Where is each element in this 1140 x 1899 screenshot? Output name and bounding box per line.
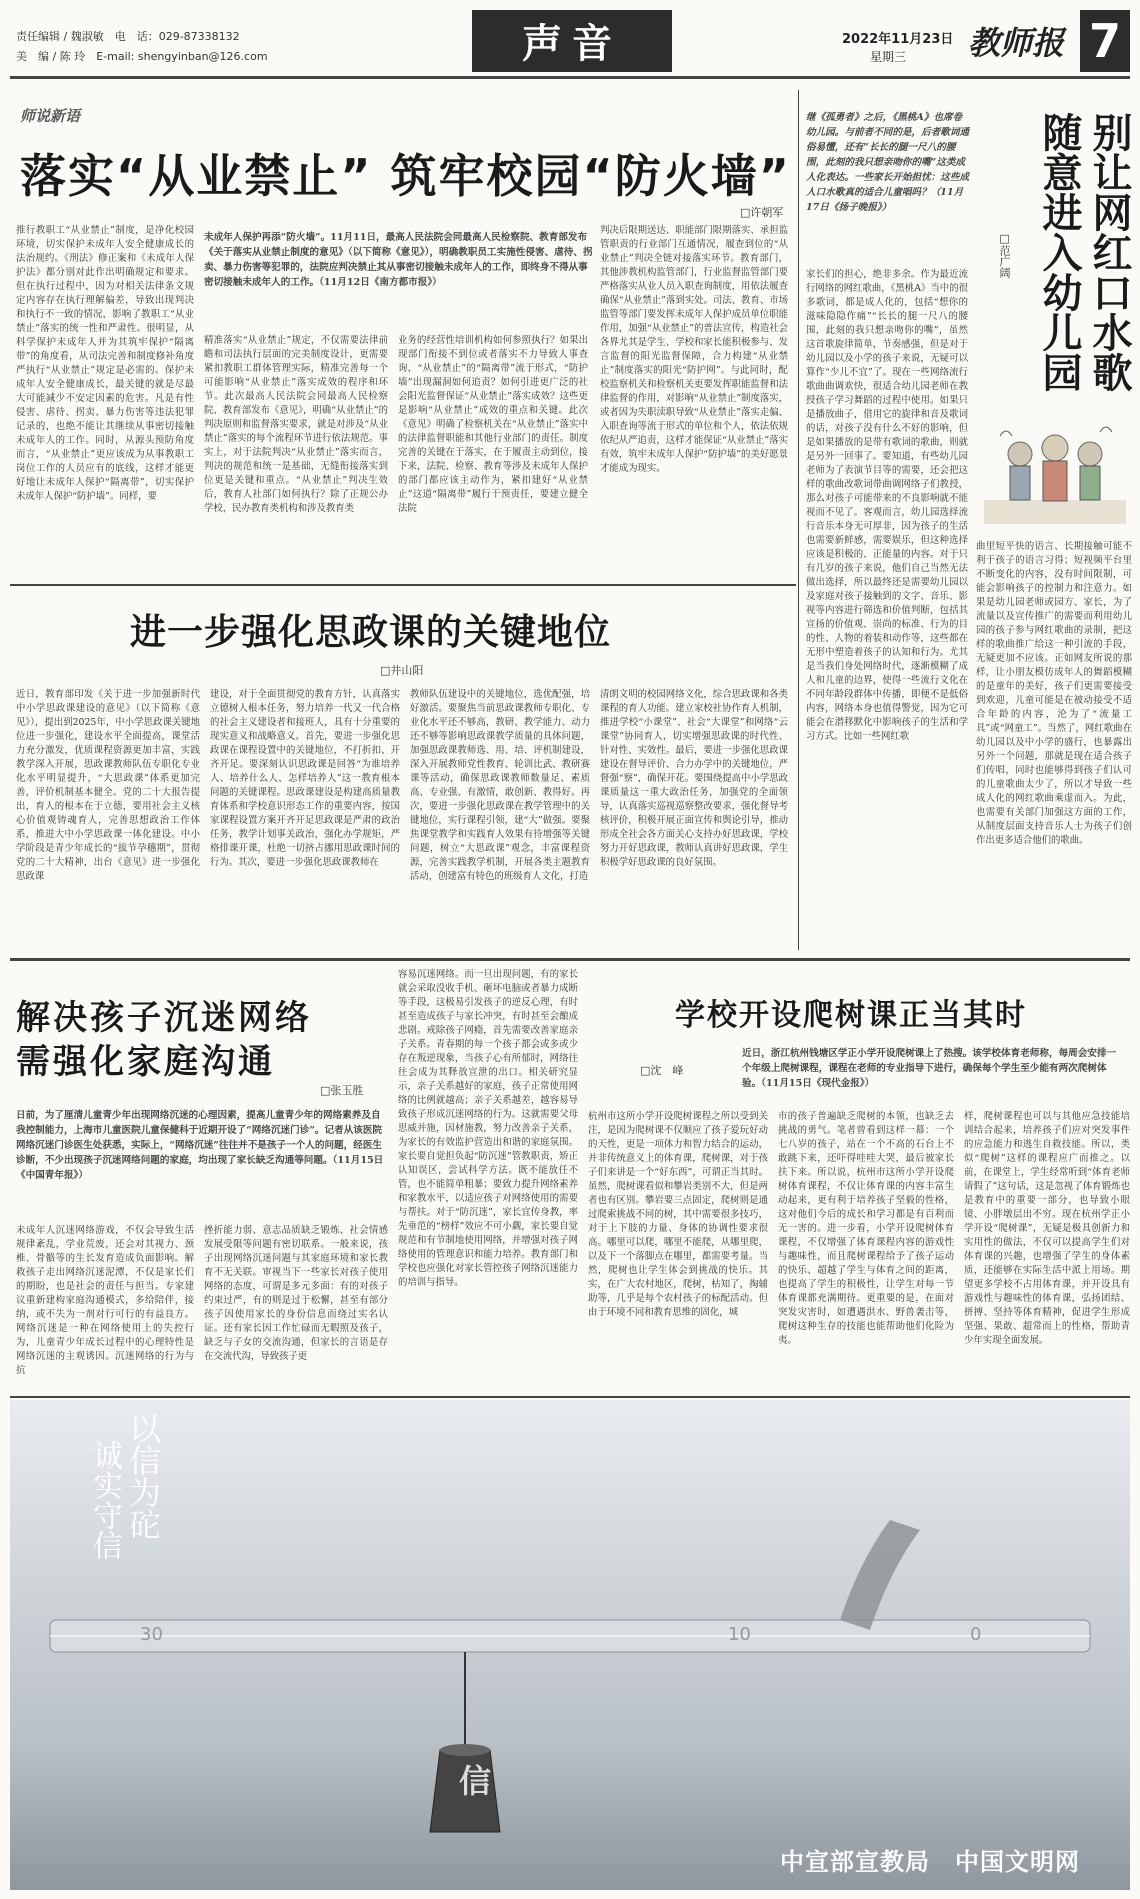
page-number: 7 (1088, 14, 1121, 68)
side-title: 别让网红口水歌随意进入幼儿园 (1036, 112, 1132, 392)
side-intro: 继《孤勇者》之后，《黑桃A》也席卷幼儿园。与前者不同的是，后者歌词通俗易懂，还有“长长的腿一尺八的腰围，此刻的我只想亲吻你的嘴”这类成人化表达。一些家长开始担忧：这些成人口水歌真的适合儿童唱吗？（11月17日《扬子晚报》） (806, 112, 970, 213)
a3-col-3: 容易沉迷网络。而一旦出现问题，有的家长就会采取没收手机、砸坏电脑或者暴力成断等手段，这极易引发孩子的逆反心理，有时甚至造成孩子与家长冲突，有时甚至会酿成悲剧。戒除孩子网瘾，首先需要改善家庭亲子关系。青春期的每一个孩子都会或多或少存在叛逆现象，当孩子心有所郁时，网络往往会成为其释放宣泄的出口。相关研究显示，亲子关系越好的家庭，孩子正常使用网络的比例就越高；亲子关系越差，越容易导致孩子形成沉迷网络的行为。这就需要父母思威并施，因材施教，努力改善亲子关系，为家长的有效监护营造出和谐的家庭氛围。家长要自觉担负起“防沉迷”管教职责，矫正认知误区，尝试科学方法。既不能放任不管，也不能简单粗暴；要致力提升网络素养和家教水平，以适应孩子对网络使用的需要与帮扶。对于“防沉迷”，家长宜传身教，率先垂范的“榜样”效应不可小觑，家长要自觉规范和有节制地使用网络，并增强对孩子网络使用的管理意识和能力培养。教育部门和学校也应强化对家长管控孩子网络沉迷能力的培训与指导。 (398, 969, 578, 1288)
ruler-mark-0: 0 (970, 1624, 982, 1645)
a4-col-1: 杭州市这所小学开设爬树课程之所以受到关注，是因为爬树课不仅顺应了孩子爱玩好动的天性，更是一项体力和智力结合的运动，并非传统意义上的体育课，爬树课，对于孩子们来讲是一个“好东西”，可谓正当其时。虽然，爬树课看似和攀岩类别不大，但是两者也有区别。攀岩要三点固定，爬树则是通过爬索挑战不同的树，其中需要很多技巧，对于上下肢的力量、身体的协调性要求很高。哪里可以爬，哪里不能爬，从哪里爬，以及下一个落脚点在哪里，都需要考量。当然，爬树也让学生体会到挑战的快乐。其实，在广大农村地区，爬树，枯知了，掏辅助等，几乎是每个农村孩子的标配活动。但由于环境不同和教育思维的固化，城 (588, 1111, 768, 1318)
a2-col-3: 教师队伍建设中的关键地位，选优配强，培好激活。要聚焦当前思政课教师专职化、专业化水平还不够高，教研、教学能力、动力还不够等影响思政课教学质量的具体问题，加强思政课教师选、用、培、评机制建设，深入开展教师党性教育、轮训比武、教研赛课等活动，确保思政课教师数量足、素质高、专业强、有激情，敢创新、教得好。再次，要进一步强化思政课在教学管理中的关键地位，实行课程引领，建“大”做强。要聚焦课堂教学和实践育人效果有待增强等关键问题，树立“大思政课”观念，丰富课程资源，完善实践教学机制，开展各类主题教育活动，创建富有特色的班级育人文化，打造 (410, 689, 590, 882)
ad-footer: 中宣部宣教局 中国文明网 (780, 1848, 1080, 1876)
ad-top-rule (10, 1396, 1130, 1398)
a4-col-2: 市的孩子普遍缺乏爬树的本领，也缺乏去挑战的勇气。笔者曾看到这样一幕：一个七八岁的孩子，站在一个不高的石台上不敢跳下来，还吓得哇哇大哭，最后被家长扶下来。所以说，杭州市这所小学开设爬树体育课程，不仅让体育课的内容丰富生动起来，更有利于培养孩子坚毅的性格，这对他们今后的成长和学习都是有百利而无一害的。进一步看，小学开设爬树体育课程，不仅增强了体育课程内容的游戏性与趣味性，而且爬树课程给予了孩子运动的快乐、超越了学生与体育之间的距离，也提高了学生的积极性，让学生对每一节体育课都充满期待。更重要的是，在面对突发灾害时，如遭遇洪水、野兽袭击等，爬树这种生存的技能也能帮助他们化险为夷。 (778, 1111, 954, 1346)
a3-author: □张玉胜 (320, 1084, 364, 1097)
a2-col-4: 清朗文明的校园网络文化，综合思政课和各类课程的育人功能。建立家校社协作育人机制，推进学校“小课堂”、社会“大课堂”和网络“云课堂”协同育人，切实增强思政课的时代性、针对性、实效性。最后，要进一步强化思政课建设在督导评价、合力办学中的关键地位，严督强“察”，确保开花。要围绕提高中小学思政课质量这一重大政治任务，加强党的全面领导，认真落实巡视巡察整改要求，强化督导考核评价，积极开展正面宣传和舆论引导，推动形成全社会各方面关心支持办好思政课，学校努力开好思政课，教师认真讲好思政课，学生积极学好思政课的良好氛围。 (600, 689, 788, 868)
header-art-line: 美 编 / 陈 玲 E-mail: shengyinban@126.com (16, 50, 268, 63)
paper-name: 教师报 (968, 24, 1065, 62)
middle-rule (10, 958, 1130, 961)
a2-author: □井山阳 (380, 664, 424, 677)
a1-bottom-rule (10, 584, 796, 586)
a4-col-3: 样，爬树课程也可以与其他应急技能培训结合起来，培养孩子们应对突发事件的应急能力和逃生自救技能。所以，类似“爬树”这样的课程应广而推之。以前，在课堂上，学生经常听到“体育老师请假了”这句话，这是忽视了体育锻炼也是教育中的重要一部分，也导致小眼镜、小胖墩层出不穷。现在杭州学正小学开设“爬树课”，无疑是极具创新力和实用性的做法，不仅可以提高学生们对体育课的兴趣，也增强了学生的身体素质，还能够在实际生活中派上用场。期望更多学校不占用体育课，并开设具有游戏性与趣味性的体育课，弘扬团结、拼搏、坚持等体育精神，促进学生形成坚强、果敢、超常而上的性格，帮助青少年实现全面发展。 (964, 1111, 1130, 1346)
ad-illustration (10, 1400, 1130, 1890)
a3-title-line-1: 解决孩子沉迷网络 (16, 998, 312, 1038)
a1-col-2: 精准落实“从业禁止”规定，不仅需要法律前瞻和司法执行层面的完美制度设计，更需要紧扣教职工群体管理实际，精准完善每一个可能影响“从业禁止”落实成效的程序和环节。此次最高人民法院会同最高人民检察院、教育部发布《意见》，明确“从业禁止”的判决原则和监督落实要求，就是对涉及“从业禁止”落实的每个流程环节进行依法规范。事实上，对于法院判决“从业禁止”落实而言，判决的规范和统一是基础，无缝衔接落实到位更是关键和重点。“从业禁止”判决生效后，教育人社部门如何执行？除了正规公办学校，民办教育类机构和涉及教育类 (204, 335, 388, 514)
side-col-2: 曲里短平快的语言、长期接触可能不利于孩子的语言习得；短视频平台里不断变化的内容，没有时间限制，可能会影响孩子的控制力和注意力。如果是幼儿园老师或园方、家长，为了流量以及宣传推广的需要而利用幼儿园的孩子参与网红歌曲的录制，把这样的歌曲推广给这一种引流的手段，无疑更加不应该。正如网友所说的那样，让小朋友模仿成年人的舞蹈模糊的是童年的美好，孩子们更需要接受到欢迎，儿童可能是在被动接受不适合年龄的内容，沦为了“流量工具”或“网童工”。当然了，网红歌曲在幼儿园以及中小学的盛行，也暴露出另外一个问题，那就是现在适合孩子们传唱，同时也能够得到孩子们认可的儿童歌曲太少了，所以才导致一些成人化的网红歌曲乘虚而入。为此，也需要有关部门加强这方面的工作，从制度层面支持音乐人士为孩子们创作出更多适合他们的歌曲。 (976, 541, 1132, 846)
ad-slogan-2: 诚实守信 (87, 1440, 122, 1560)
a1-title: 落实“从业禁止” 筑牢校园“防火墙” (20, 149, 791, 203)
a1-intro: 未成年人保护再添“防火墙”。11月11日，最高人民法院会同最高人民检察院、教育部发布《关于落实从业禁止制度的意见》（以下简称《意见》），明确教职员工实施性侵害、虐待、拐卖、暴力伤害等犯罪的，法院应判决禁止其从事密切接触未成年人的工作，即终身不得从事密切接触未成年人的工作。（11月12日《南方都市报》） (204, 232, 593, 288)
a3-col-2: 挫折能力弱、意志品质缺乏锻炼、社会情感发展受限等问题有密切联系。一般来说，孩子出现网络沉迷问题与其家庭环境和家长教育不无关联。审视当下一些家长对孩子使用网络的态度，可谓是多元多面：有的对孩子约束过严，有的则是过于松懈，甚至有部分孩子因使用家长的身份信息而绕过实名认证。还有家长因工作忙碌而无暇照及孩子，缺乏与子女的交流沟通，但家长的言语是存在交流代沟，导致孩子更 (204, 1225, 388, 1362)
a3-col-1: 未成年人沉迷网络游戏，不仅会导致生活规律紊乱，学业荒废，还会对其视力、颈椎、骨骼等的生长发育造成负面影响。解救孩子走出网络沉迷泥潭，不仅是家长们的期盼，也是社会的责任与担当。专家建议重新建构家庭沟通模式，多给陪伴，接纳，或不失为一剂对行可行的有益良方。网络沉迷是一种在网络使用上的失控行为，儿童青少年成长过程中的心理特性是网络沉迷的主观诱因。沉迷网络的行为与抗 (16, 1225, 194, 1376)
a2-title: 进一步强化思政课的关键地位 (130, 612, 612, 653)
header-date: 2022年11月23日 (842, 32, 954, 47)
a3-title-line-2: 需强化家庭沟通 (16, 1042, 275, 1082)
side-author: □范广阔 (998, 232, 1011, 278)
ad-slogan-1: 以信为砣 (124, 1412, 162, 1540)
side-col-1: 家长们的担心，绝非多余。作为最近流行网络的网红歌曲，《黑桃A》当中的很多歌词，都是成人化的，包括“想你的滋味隐隐作痛”“长长的腿一尺八的腰围，此刻的我只想亲吻你的嘴”，虽然这首歌旋律简单，节奏感强，但是对于幼儿园以及小学的孩子来说，无疑可以算作“少儿不宜”了。现在一些网络流行歌曲曲调欢快，很适合幼儿园老师在教授孩子学习舞蹈的过程中使用。如果只是播放曲子，借用它的旋律和音及歌词的话，对孩子没有什么不好的影响，但是如果播放的是带有歌词的歌曲，则就是另外一回事了。要知道，有些幼儿园老师为了表演节目等的需要，还会把这样的歌曲改歌词带曲调网络子们教授，那么对孩子可能带来的不良影响就不能视而不见了。客观而言，幼儿园选择流行音乐本身无可厚非，因为孩子的生活也需要新鲜感，需要娱乐，但这种选择应该是积极的、正能量的内容。对于只有几岁的孩子来说，他们自己当然无法做出选择，所以最终还是需要幼儿园以及家庭对孩子接触到的文字、音乐、影视等内容进行筛选和价值判断，包括其宣扬的价值观、崇尚的标准、行为的目的性、人物的着装和动作等，这些都在无形中塑造着孩子的认知和行为。尤其是当我们身处网络时代，逐渐模糊了成人和儿童的边界，使得一些流行文化在不同年龄段群体中传播，即便不是低俗内容，网络本身也值得警觉，因为它可能会在潜移默化中影响孩子的生活和学习方式。比如一些网红歌 (806, 269, 968, 742)
a4-title: 学校开设爬树课正当其时 (675, 998, 1027, 1033)
header-editor-line: 责任编辑 / 魏淑敏 电 话：029-87338132 (16, 30, 240, 43)
header-weekday: 星期三 (870, 50, 907, 64)
a1-col-3: 业务的经营性培训机构如何参照执行？如果出现部门衔接不到位或者落实不力导致人事查询，“从业禁止”的“隔离带”流于形式，“防护墙”出现漏洞如何追责？如何引进更广泛的社会阳光监督保证“从业禁止”落实成效？这些更是影响“从业禁止”成效的重点和关键。此次《意见》明确了检察机关在“从业禁止”落实中的法律监督职能和其他行业部门的责任。制度完善的关键在于落实，在于履责主动到位，接下来，法院、检察、教育等涉及未成年人保护的部门都应该主动作为，紧扣建好“从业禁止”这道“隔离带”履行干预责任，要建立健全法院 (398, 335, 588, 514)
side-divider (798, 90, 799, 950)
a1-col-1: 推行教职工“从业禁止”制度，是净化校园环境，切实保护未成年人安全健康成长的法治规约。《刑法》修正案和《未成年人保护法》都分别对此作出明确规定和要求。但在执行过程中，因为对相关法律条文规定内容存在执行理解偏差，导致出现判决和执行不一致的情况，影响了教职工“从业禁止”落实的统一性和严肃性。很明显，从科学保护未成年人并为其筑牢保护“隔离带”的角度看，从司法完善和制度修补角度严执行“从业禁止”规定是必需的。保护未成年人安全健康成长，最关键的就是尽最大可能减少不安定因素的危害。凡是有性侵害、虐待、拐卖、暴力伤害等违法犯罪记录的，也绝不能让其继续从事密切接触未成年人的工作。同时，从源头预防角度而言，“从业禁止”更应该成为从事教职工岗位工作的人员应有的底线，这样才能更好地让未成年人保护“隔离带”，切实保护未成年人保护“防护墙”。同样，要 (16, 225, 194, 502)
header-rule (10, 76, 1130, 79)
a1-col-4: 判决后限期送达、职能部门限期落实、承担监管职责的行业部门互通情况，履查到位的“从业禁止”判决全链对接落实环节。教育部门，其他涉教机构监管部门，行业监督监管部门要严格落实从业人员入职查询制度，用依法履查确保“从业禁止”落到实处。司法、教育、市场监管等部门要发挥未成年人保护成员单位职能作用，加强“从业禁止”的普法宣传，构造社会各界尤其是学生、学校和家长能积极参与、发言监督的阳光监督保障，合力构建“从业禁止”制度落实的阳光“防护网”。与此同时，配校监察机关和检察机关更要发挥职能监督和法律监督的作用，对影响“从业禁止”制度落实，或者因为失职渎职导致“从业禁止”落实走偏、入职查询等流于形式的单位和个人，依法依规依纪从严追责，这样才能保证“从业禁止”落实有效，筑牢未成年人保护“防护墙”的美好愿景才能成为现实。 (600, 225, 788, 474)
column-logo: 师说新语 (20, 107, 81, 125)
ruler-mark-30: 30 (140, 1624, 163, 1645)
ruler-mark-10: 10 (728, 1624, 751, 1645)
a2-col-2: 建设，对于全面贯彻党的教育方针，认真落实立德树人根本任务，努力培养一代又一代合格的社会主义建设者和接班人，具有十分重要的现实意义和战略意义。首先，要进一步强化思政课在课程设置中的关键地位，不打折扣、开齐开足。要深刻认识思政课是回答“为谁培养人、培养什么人、怎样培养人”这一教育根本问题的关键课程。思政课建设是构建高质量教育体系和学校意识形态工作的重要内容，按国家课程设置方案开齐开足思政课是严肃的政治任务，教学计划事关政治，强化办学规矩，严格排课开课，杜绝一切挤占挪用思政课时间的行为。其次，要进一步强化思政课教师在 (210, 689, 400, 868)
a1-author: □许朝军 (740, 206, 784, 219)
children-illustration (980, 420, 1130, 528)
a4-author: □沈 峰 (640, 1064, 684, 1077)
a4-intro: 近日，浙江杭州钱塘区学正小学开设爬树课上了热搜。该学校体育老师称，每周会安排一个年级上爬树课程，课程在老师的专业指导下进行，确保每个学生至少能有两次爬树体验。（11月15日《现代金报》） (742, 1048, 1117, 1089)
section-title: 声音 (522, 20, 622, 67)
a3-intro: 日前，为了厘清儿童青少年出现网络沉迷的心理因素，提高儿童青少年的网络素养及自我控制能力，上海市儿童医院儿童保健科于近期开设了“网络沉迷门诊”。记者从该医院网络沉迷门诊医生处获悉，实际上，“网络沉迷”往往并不是孩子一个人的问题，经医生诊断，不少出现孩子沉迷网络问题的家庭，均出现了家长缺乏沟通等问题。（11月15日《中国青年报》） (16, 1110, 384, 1181)
weight-label: 信 (458, 1762, 491, 1800)
a2-col-1: 近日，教育部印发《关于进一步加强新时代中小学思政课建设的意见》（以下简称《意见》），提出到2025年，中小学思政课关键地位进一步强化，建设水平全面提高，课堂活力充分激发，优质课程资源更加丰富，实践教学深入开展，思政课教师队伍专职化专业化水平明显提升，“大思政课”体系更加完善，评价机制基本健全。党的二十大报告提出，育人的根本在于立德，要用社会主义核心价值观铸魂育人，完善思想政治工作体系，推进大中小学思政课一体化建设。中小学阶段是青少年成长的“拔节孕穗期”，贯彻党的二十大精神，出台《意见》进一步强化思政课 (16, 689, 200, 882)
